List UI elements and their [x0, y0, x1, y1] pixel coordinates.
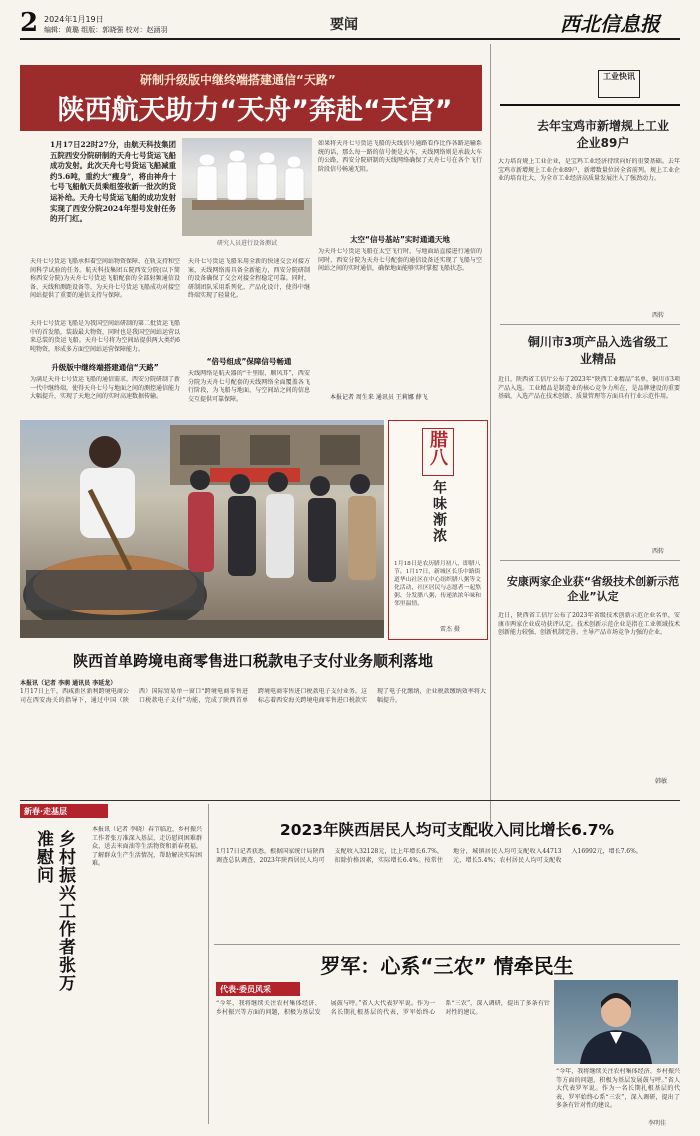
- lead-headline: 陕西航天助力“天舟”奔赴“天宫”: [57, 95, 453, 126]
- issue-date: 2024年1月19日: [44, 15, 104, 24]
- quick-item3-body: 近日，陕西省工信厅公布了2023年省级技术创新示范企业名单，安康市两家企业成功获评认定。技术创新示范企业是指在工业领域技术创新能力较强、创新机制完善、主导产品市场竞争力强的企业。: [498, 612, 680, 637]
- festival-credit: 雷杰 摄: [440, 626, 460, 633]
- rural-body: “今年，我将继续关注农村集体经济、乡村振兴等方面的问题，积极为基层发展鼓与呼。”省人大代表罗军说。作为一名长期扎根基层的代表，罗军始终心系“三农”，深入调研，提出了多条有针对性的建议。: [216, 1000, 550, 1016]
- festival-caption: 1月18日是农历腊月初八，即腊八节。1月17日，新城区长乐中路街道华山社区在中心组织腊八粥等文化活动，社区居民与志愿者一起熬粥、分发腊八粥，传递浓浓年味和邻里温情。: [394, 561, 481, 607]
- income-headline: 2023年陕西居民人均可支配收入同比增长6.7%: [279, 821, 615, 839]
- festival-photo: [20, 420, 384, 638]
- lead-photo: [182, 138, 312, 236]
- lead-subhead-2: “倍号组成”保障信号畅通: [206, 357, 292, 366]
- quick-rule: [500, 104, 680, 106]
- header-rule: [20, 38, 680, 40]
- rural-rule: [214, 944, 680, 945]
- page-number: 2: [20, 8, 39, 38]
- quick-item2-body: 近日，陕西省工信厅公布了2023年“陕西工业精品”名单，铜川市3项产品入选。工业精品是制造业的核心竞争力所在，是品牌建设的重要基础，入选产品在技术创新、质量管理等方面具有行业示范作用。: [498, 376, 680, 401]
- quick-section-label: 工业快讯: [603, 72, 635, 81]
- quick-item1-source: 西转: [652, 312, 665, 319]
- newera-section-label: 新春·走基层: [24, 807, 68, 816]
- newera-body: 本报讯（记者 李晓）春节临近，乡村振兴工作者张万准深入基层，走访慰问困难群众，送去米面油等生活物资和新春祝福，了解群众生产生活情况，帮助解决实际困难。: [92, 826, 202, 868]
- festival-tagline: 年味渐浓: [431, 480, 447, 544]
- lead-col-2: 天舟七号货运飞船采用全新的快速交会对接方案，天线网络需具备全新能力，西安分院研制的设备确保了交会对接全程稳定可靠。同时，研制团队采用系列化、产品化设计，使得中继终端实现了轻量化。: [188, 258, 310, 300]
- column-divider: [490, 44, 491, 824]
- income-body: 1月17日记者获悉，根据国家统计局陕西调查总队调查，2023年陕西居民人均可支配收入32128元，比上年增长6.7%，扣除价格因素，实际增长6.4%。按常住地分，城镇居民人均可支配收入44713元，增长5.4%；农村居民人均可支配收入16992元，增长7.6%。: [216, 848, 642, 864]
- newera-vertical-title: 乡村振兴工作者张万准慰问: [33, 830, 75, 992]
- lead-body-2: 天舟七号货运飞船是为我国空间站研制的第二批货运飞船中的首发船，装载最大物资，同时也是我国空间站运营以来总装的货运飞船。天舟七号将为空间站提供两大类约6吨物资，形成多方面空间站运营保障能力。: [30, 320, 180, 353]
- masthead-logo: 西北信息报: [560, 12, 660, 36]
- lead-subhead-3: 太空“信号基站”实时通通天地: [350, 235, 450, 244]
- quick-item1-title: 去年宝鸡市新增规上工业企业89户: [536, 119, 669, 150]
- quick-divider-2: [500, 560, 680, 561]
- quick-item3-title: 安康两家企业获“省级技术创新示范企业”认定: [506, 575, 680, 603]
- lead-col-3: 如果将天舟七号货运飞船的天线信号通路看作比作各路运输系统的话，那么每一路的信号便是大车，天线网络则是承载大车的公路，西安分院研制的天线网络确保了天舟七号在各个飞行阶段信号畅通无阻。: [318, 140, 482, 173]
- quick-item1-body: 大力培育规上工业企业，是宝鸡工业经济持续向好的重要基础。去年宝鸡市新增规上工业企业89户，新增数量位居全省前列。规上工业企业的培育壮大，为全市工业经济高质量发展注入了强劲动力。: [498, 158, 680, 183]
- rural-section-label: 代表·委员风采: [220, 985, 272, 994]
- lead-photo-caption: 研究人员进行设备测试: [216, 240, 277, 247]
- lead-subhead-1: 升级版中继终端搭建通信“天路”: [51, 363, 159, 372]
- festival-title: 腊八: [427, 430, 448, 466]
- lead-col-3b: 为天舟七号货运飞船在太空飞行时，与地面站直接进行通信的同时，西安分院为天舟七号配套的通信设备还实现了飞船与空间站之间的实时通信，确保地面能够实时掌握飞船状态。: [318, 248, 482, 273]
- quick-item2-source: 西转: [652, 548, 665, 555]
- quick-divider-1: [500, 324, 680, 325]
- lead-body-1: 天舟七号货运飞船承担着空间站物资保障、在轨支持和空间科学试验的任务。航天科技集团五院西安分院(以下简称西安分院)为天舟七号货运飞船配套的全部射频通信设备、天线和测距设备等，为天舟七号货运飞船成功对接空间站提供了重要的通信支持与保障。: [30, 258, 180, 300]
- rural-portrait: [554, 980, 678, 1064]
- bottom-divider: [208, 804, 209, 1124]
- lead-col-2b: 天线网络是航天器的“千里眼、顺风耳”，西安分院为天舟七号配套的天线网络全面覆盖各飞行阶段，为飞船与地面、与空间站之间的信息交互提供可靠保障。: [188, 370, 310, 403]
- editor-credits: 编辑：黄璐 组版：郭晓强 校对：赵涵羽: [44, 26, 168, 34]
- lead-intro: 1月17日22时27分，由航天科技集团五院西安分院研制的天舟七号货运飞船成功发射。此次天舟七号货运飞船减重约5.6吨，重约大“瘦身”，将由神舟十七号飞船航天员乘组签收新一批次的货运补给。天舟七号货运飞船的成功发射实现了西安分院2024年型号发射任务的开门红。: [50, 140, 176, 224]
- lead-body-3: 为满足天舟七号货运飞船的通信需求，西安分院研制了新一代中继终端，使得天舟七号与地面之间的测控通信能力大幅提升，实现了天地之间的实时高速数据传输。: [30, 376, 180, 401]
- rural-headline: 罗军：心系“三农” 情牵民生: [320, 954, 574, 978]
- lead-kicker: 研制升级版中继终端搭建通信“天路”: [140, 73, 336, 87]
- section-title: 要闻: [330, 17, 358, 33]
- lead-byline: 本报记者 周生来 通讯员 王莉娜 薛飞: [330, 394, 428, 401]
- ecommerce-body: 1月17日上午，西咸新区新利跨境电商公司在西安海关的指导下，通过中国（陕西）国际贸易单一窗口“跨境电商零售进口税款电子支付”功能，完成了陕西首单跨境电商零售进口税款电子支付业务。这标志着西安海关跨境电商零售进口税款实现了电子化缴纳，企业税款缴纳效率将大幅提升。: [20, 688, 486, 704]
- quick-item3-source: 韩敏: [655, 778, 668, 785]
- ecommerce-byline: 本报讯（记者 李萌 通讯员 李延龙）: [20, 680, 117, 687]
- bottom-rule: [20, 800, 680, 801]
- ecommerce-headline: 陕西首单跨境电商零售进口税款电子支付业务顺利落地: [72, 652, 433, 670]
- quick-item2-title: 铜川市3项产品入选省级工业精品: [527, 335, 669, 366]
- rural-body-right: “今年，我将继续关注农村集体经济、乡村振兴等方面的问题，积极为基层发展鼓与呼。”省人大代表罗军说。作为一名长期扎根基层的代表，罗军始终心系“三农”，深入调研，提出了多条有针对性的建议。: [556, 1068, 680, 1110]
- rural-byline: 李明佳: [648, 1120, 667, 1127]
